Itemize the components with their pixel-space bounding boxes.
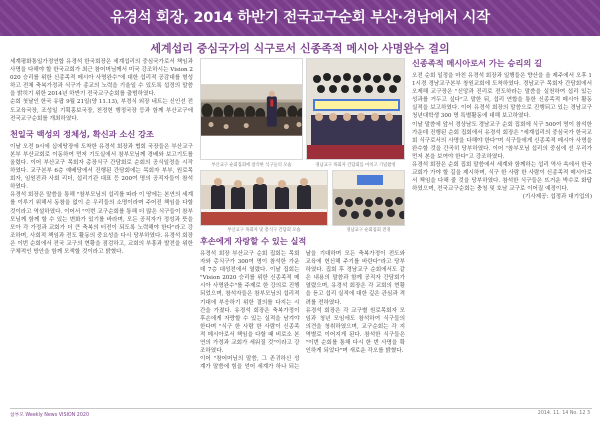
photo-leaders-meeting-image	[201, 171, 328, 226]
section-paragraph: 오전 순회 일정을 마친 유경석 회장과 일행들은 향산을 올 제주에서 오후 11시경 경남교구본부 창원교회에 도착하였다. 경남교구 목회자 간담회에서 오제해 교구장은 "신앙과 진리로 전도하라는 말씀을 실천하여 섭리 있는 성과를 거두고 싶다"고 말한 뒤, 섭리 연합을 통한 신종족적 메시아 활동 실적을 보고하였다. 이어 유경석 회장의 말씀으로 진행되고 있는 경남교구 청년대학생 300 명 특별활동에 대해 보고하였다.	[412, 73, 592, 120]
section-paragraph-2: 이어 "참어머님의 말씀, 그 존귀하신 성계가 말씀에 힘을 얻어 세계가 하나 되는 날을 기대하며 모든 축복가정이 전도와 교육에 헌신해 주기를 바란다"라고 당부하였다. 집회 후 경남교구 순회에서도 같은 내용의 말씀과 함께 공직자 간담회가 열렸으며, 유경석 회장은 각 교회의 현황을 듣고 섭리 실적에 대한 깊은 관심과 격려를 전하였다.	[200, 251, 405, 371]
right-column	[412, 58, 592, 202]
article-credit: (기사제공: 섭정과 대기업의)	[522, 194, 592, 201]
article-subheadline: 세계섭리 중심국가의 식구로서 신종족적 메시아 사명완수 결의	[150, 42, 450, 55]
photo-assembly-image	[333, 171, 405, 226]
section-paragraph-2: 이날 말씀에 앞서 경상남도 경남교구 순회 집회에 식구 500여 명이 참석한 가운데 진행된 순회 집회에서 유경석 회장은 "세계섭리의 중심국가 한국교회 식구로서의 사명을 다해야 한다"며 식구들에게 신종족적 메시아 사명을 완수할 것을 간곡히 당부하였다. 이어 "참부모님 섭리의 중심에 선 우리가 먼저 본을 보여야 한다"고 강조하였다.	[412, 121, 592, 160]
section-title-legacy: 후손에게 자랑할 수 있는 실적	[200, 236, 307, 246]
photo-group-meeting	[306, 58, 405, 160]
section-title-identity: 천일국 백성의 정체성, 확신과 소신 강조	[10, 128, 154, 139]
section-body-identity	[10, 143, 193, 256]
intro-paragraph: 세계평화통일가정연합 유경석 한국회장은 세계섭리의 중심국가로서 책임과 사명을 다해야 할 한국교회가 최근 참어머님께서 미국 강조하시는 Vision 2020 승리를 위한 신종족적 메시아 사명완수"에 대한 섭리적 공감대를 형성하고 전체 축복가정과 식구가 종교의 노력을 기울일 수 있도록 섭정의 말씀을 밝히기 위한 2014년 하반기 전국교구순회를 출범하였다.	[10, 59, 193, 98]
footer-publication: 참부모 Weekly News VISION 2020	[10, 413, 90, 418]
section-body-victory	[412, 72, 592, 202]
photo-congregation-image	[201, 59, 303, 160]
section-paragraph-3: 유경석 회장은 각 교구별 원로목회자 모임과 청년 모임에도 참석하여 식구들의 의견을 청취하였으며, 교구순회는 각 지역별로 이어지게 된다. 참석한 식구들은 "이번 순회를 통해 다시 한 번 사명을 확인하게 되었다"며 새로운 각오를 밝혔다.	[305, 307, 405, 355]
photo-caption-leaders: 부산교구 목회자 및 총식구 간담회 모습	[227, 228, 301, 233]
section-paragraph-3: 유경석 회장은 순회 집회 말씀에서 세계와 함께하는 섭리 역사 속에서 한국교회가 가야 할 길을 제시하며, 식구 한 사람 한 사람이 신종족적 메시아로서 책임을 다해 줄 것을 당부하였다. 참석한 식구들은 뜨거운 박수로 화답하였으며, 전국교구순회는 충청 및 호남 교구로 이어질 예정이다.	[412, 162, 592, 193]
intro-paragraph-2: 순회 첫날인 한국 유팝 9월 21일(양 11.13), 부경식 외장 네트는 신인선 전도교육국장, 조성일 기획홍보국장, 천정헌 행정국장 등과 함께 부산교구에 전국교구순회를 개최하였다.	[10, 99, 193, 122]
photo-caption-group-meeting: 경남교구 목회자 간담회를 마치고 기념촬영	[315, 163, 396, 168]
footer-issue: 2014. 11. 14 No. 12 3	[537, 411, 590, 416]
photo-assembly	[332, 170, 405, 226]
photo-group-meeting-image	[307, 59, 405, 160]
section-paragraph: 이날 오전 9시에 십에땅장에 도착한 유경석 회장과 협회 국장들은 부산교구본부 부산교회로 이동하여 먼저 기도실에서 참부모님께 경배와 보고기도를 올렸다. 이어 부산교구 목회자 총장식구 간담회로 순회의 공식일정을 시작하였다. 교구본부 6층 예배당에서 진행된 간담회에는 목회자 부부, 원로목회자, 임원진과 사회 리더, 섭리기관 대표 등 200여 명의 공직자들이 참석하였다.	[10, 143, 193, 191]
left-column	[10, 58, 193, 256]
footer-divider	[10, 408, 592, 409]
article-headline: 유경석 회장, 2014 하반기 전국교구순회 부산·경남에서 시작	[110, 10, 490, 26]
section-paragraph: 유경석 회장 부산교구 순회 집회는 목회자와 총식구가 300여 명이 참석한 가운데 7층 대성전에서 열렸다. 이날 집회는 "Vision 2020 승리를 위한 신종족적 메시아 사명완수"를 주제로 한 강의로 진행되었으며, 참석자들은 참부모님의 섭리적 기대에 부응하기 위한 결의를 다지는 시간을 가졌다. 유경석 회장은 축복가정이 후손에게 자랑할 수 있는 실적을 남겨야 한다며 "식구 한 사람 한 사람이 신종족적 메시아로서 책임을 다할 때 비로소 본연의 가정과 교회가 세워질 것"이라고 강조하였다.	[200, 251, 300, 355]
photo-leaders-meeting	[200, 170, 328, 226]
photo-congregation	[200, 58, 303, 160]
photo-caption-congregation: 부산교구 순회집회에 참석한 식구들의 모습	[211, 163, 292, 168]
section-body-legacy	[200, 250, 405, 410]
left-intro	[10, 58, 193, 123]
section-title-victory: 신종족적 메시아로서 가는 승리의 길	[412, 58, 543, 68]
section-paragraph-2: 유경석 회장은 말씀을 통해 "참부모님의 섭리를 따라 이 땅에는 본연의 세계를 이루기 위해서 동참을 없이 순 우리들의 소명이라며 주어진 책임을 다할 것이라고 역설하였다. 이어서 "이번 교구순회를 통해 더 많은 식구들이 참부모님께 함께 할 수 있는 변화가 있기를 바라며, 모든 공직자가 정성과 뜻을 모아 각 가정과 교회가 더 큰 축복의 터전이 되도록 노력해야 한다"라고 강조하며, 사회적 책임과 전도 활동의 중요성을 다시 당부하였다. 유경석 회장은 이번 순회에서 전국 교구의 현황을 점검하고, 교회의 부흥과 발전을 위한 구체적인 방안을 함께 모색할 것이라고 밝혔다.	[10, 192, 193, 255]
middle-column	[200, 236, 405, 410]
photo-caption-assembly: 경남교구 순회집회 전경	[346, 228, 391, 233]
